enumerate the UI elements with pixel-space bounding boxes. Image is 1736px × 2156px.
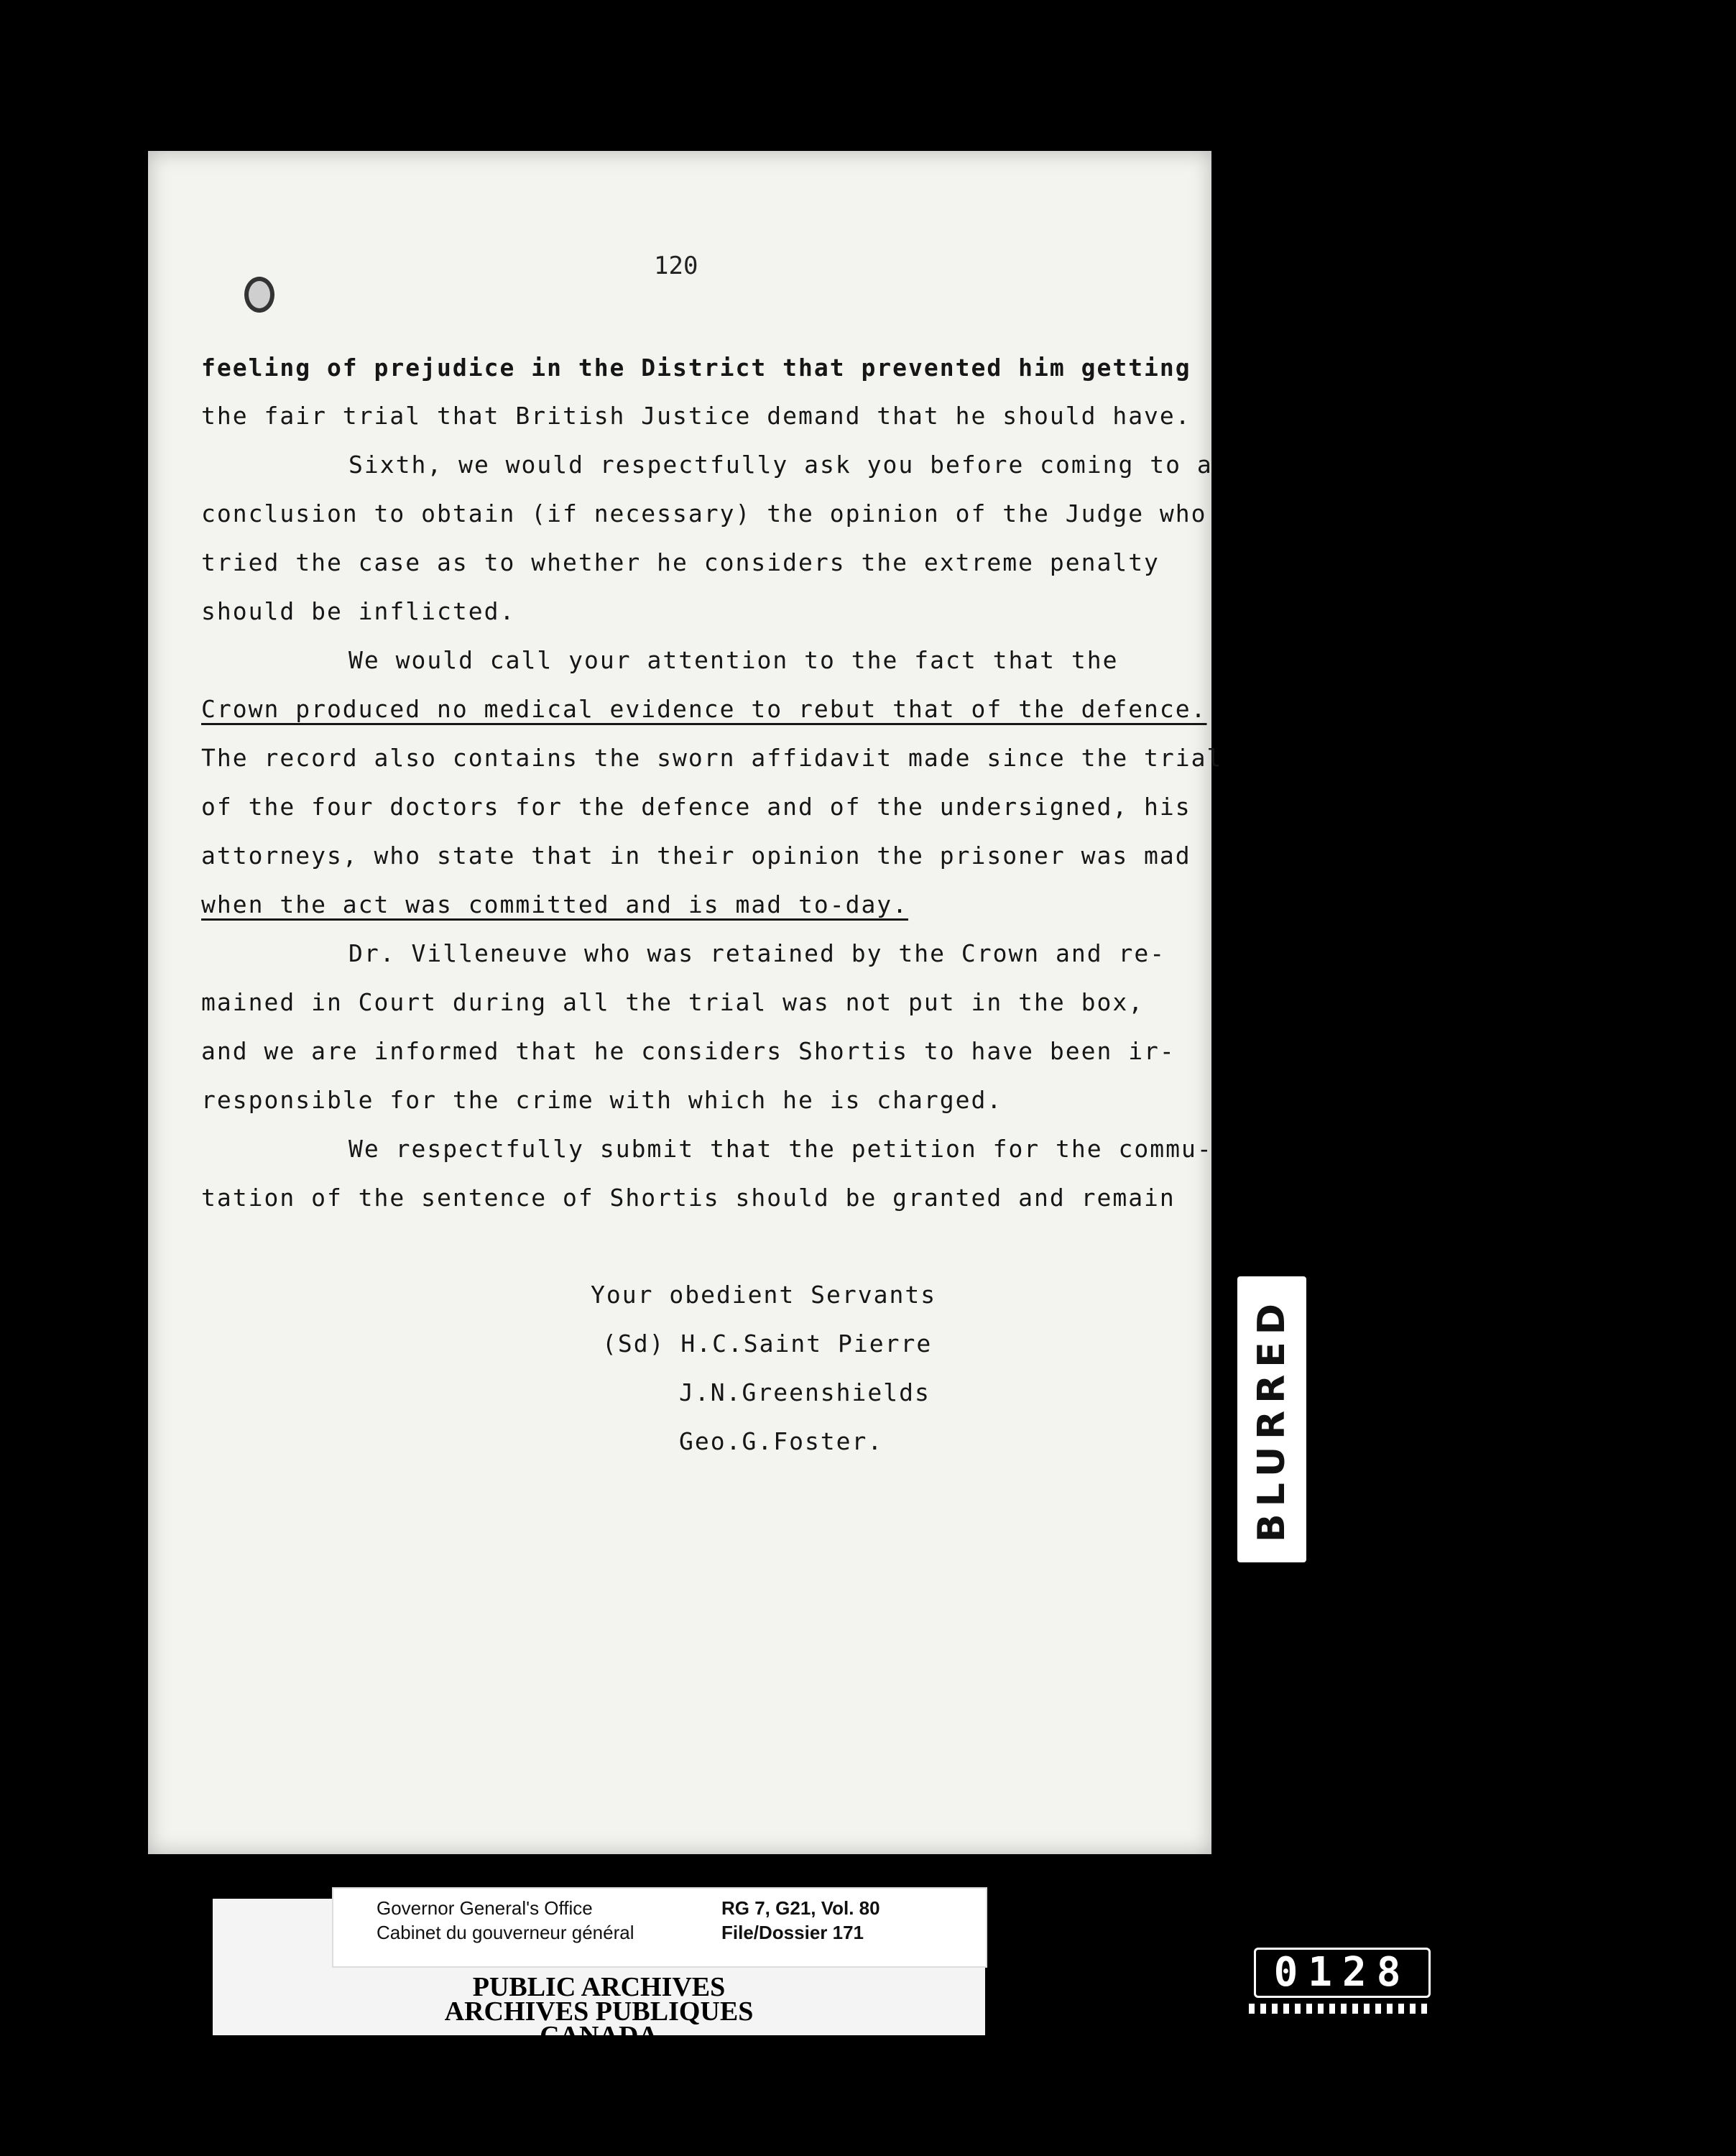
text-line: tried the case as to whether he considers the extreme penalty <box>201 548 1160 576</box>
archives-stamp <box>213 1972 985 2051</box>
punch-hole <box>244 277 274 313</box>
file-number: File/Dossier 171 <box>721 1922 864 1943</box>
text-line: We would call your attention to the fact that the <box>348 646 1119 674</box>
office-fr: Cabinet du gouverneur général <box>377 1922 634 1943</box>
film-sprockets <box>1249 2004 1428 2014</box>
text-line: tation of the sentence of Shortis should be granted and remain <box>201 1184 1176 1212</box>
archive-reference-card <box>332 1887 987 1968</box>
frame-number: 0128 <box>1254 1948 1431 1998</box>
text-line: responsible for the crime with which he is charged. <box>201 1086 1003 1114</box>
text-line: the fair trial that British Justice demand that he should have. <box>201 402 1191 430</box>
text-line: and we are informed that he considers Shortis to have been ir- <box>201 1037 1176 1065</box>
text-line: of the four doctors for the defence and of the undersigned, his <box>201 793 1191 821</box>
text-line-underlined: Crown produced no medical evidence to rebut that of the defence. <box>201 695 1207 723</box>
text-line: feeling of prejudice in the District that prevented him getting <box>201 354 1191 382</box>
signer: (Sd) H.C.Saint Pierre <box>602 1330 933 1358</box>
office-en: Governor General's Office <box>377 1897 593 1919</box>
signer: J.N.Greenshields <box>679 1378 931 1406</box>
blurred-tag <box>1237 1276 1306 1562</box>
text-line: mained in Court during all the trial was not put in the box, <box>201 988 1145 1016</box>
signer: Geo.G.Foster. <box>679 1427 884 1455</box>
text-line-underlined: when the act was committed and is mad to-day. <box>201 890 909 918</box>
text-line: should be inflicted. <box>201 597 516 625</box>
text-line: conclusion to obtain (if necessary) the opinion of the Judge who <box>201 499 1207 528</box>
text-line: Dr. Villeneuve who was retained by the Crown and re- <box>348 939 1166 967</box>
archives-line-en: PUBLIC ARCHIVES <box>472 1972 726 2002</box>
archives-line-country: CANADA <box>540 2021 658 2051</box>
text-line: Sixth, we would respectfully ask you before coming to a <box>348 451 1213 479</box>
text-line: We respectfully submit that the petition for the commu- <box>348 1135 1213 1163</box>
archives-line-fr: ARCHIVES PUBLIQUES <box>444 1996 754 2027</box>
text-line: attorneys, who state that in their opinion the prisoner was mad <box>201 842 1191 870</box>
page-number: 120 <box>654 252 698 280</box>
text-line: The record also contains the sworn affidavit made since the trial <box>201 744 1223 772</box>
blurred-tag-text: BLURRED <box>1250 1296 1293 1542</box>
record-group: RG 7, G21, Vol. 80 <box>721 1897 880 1919</box>
closing-line: Your obedient Servants <box>591 1281 937 1309</box>
